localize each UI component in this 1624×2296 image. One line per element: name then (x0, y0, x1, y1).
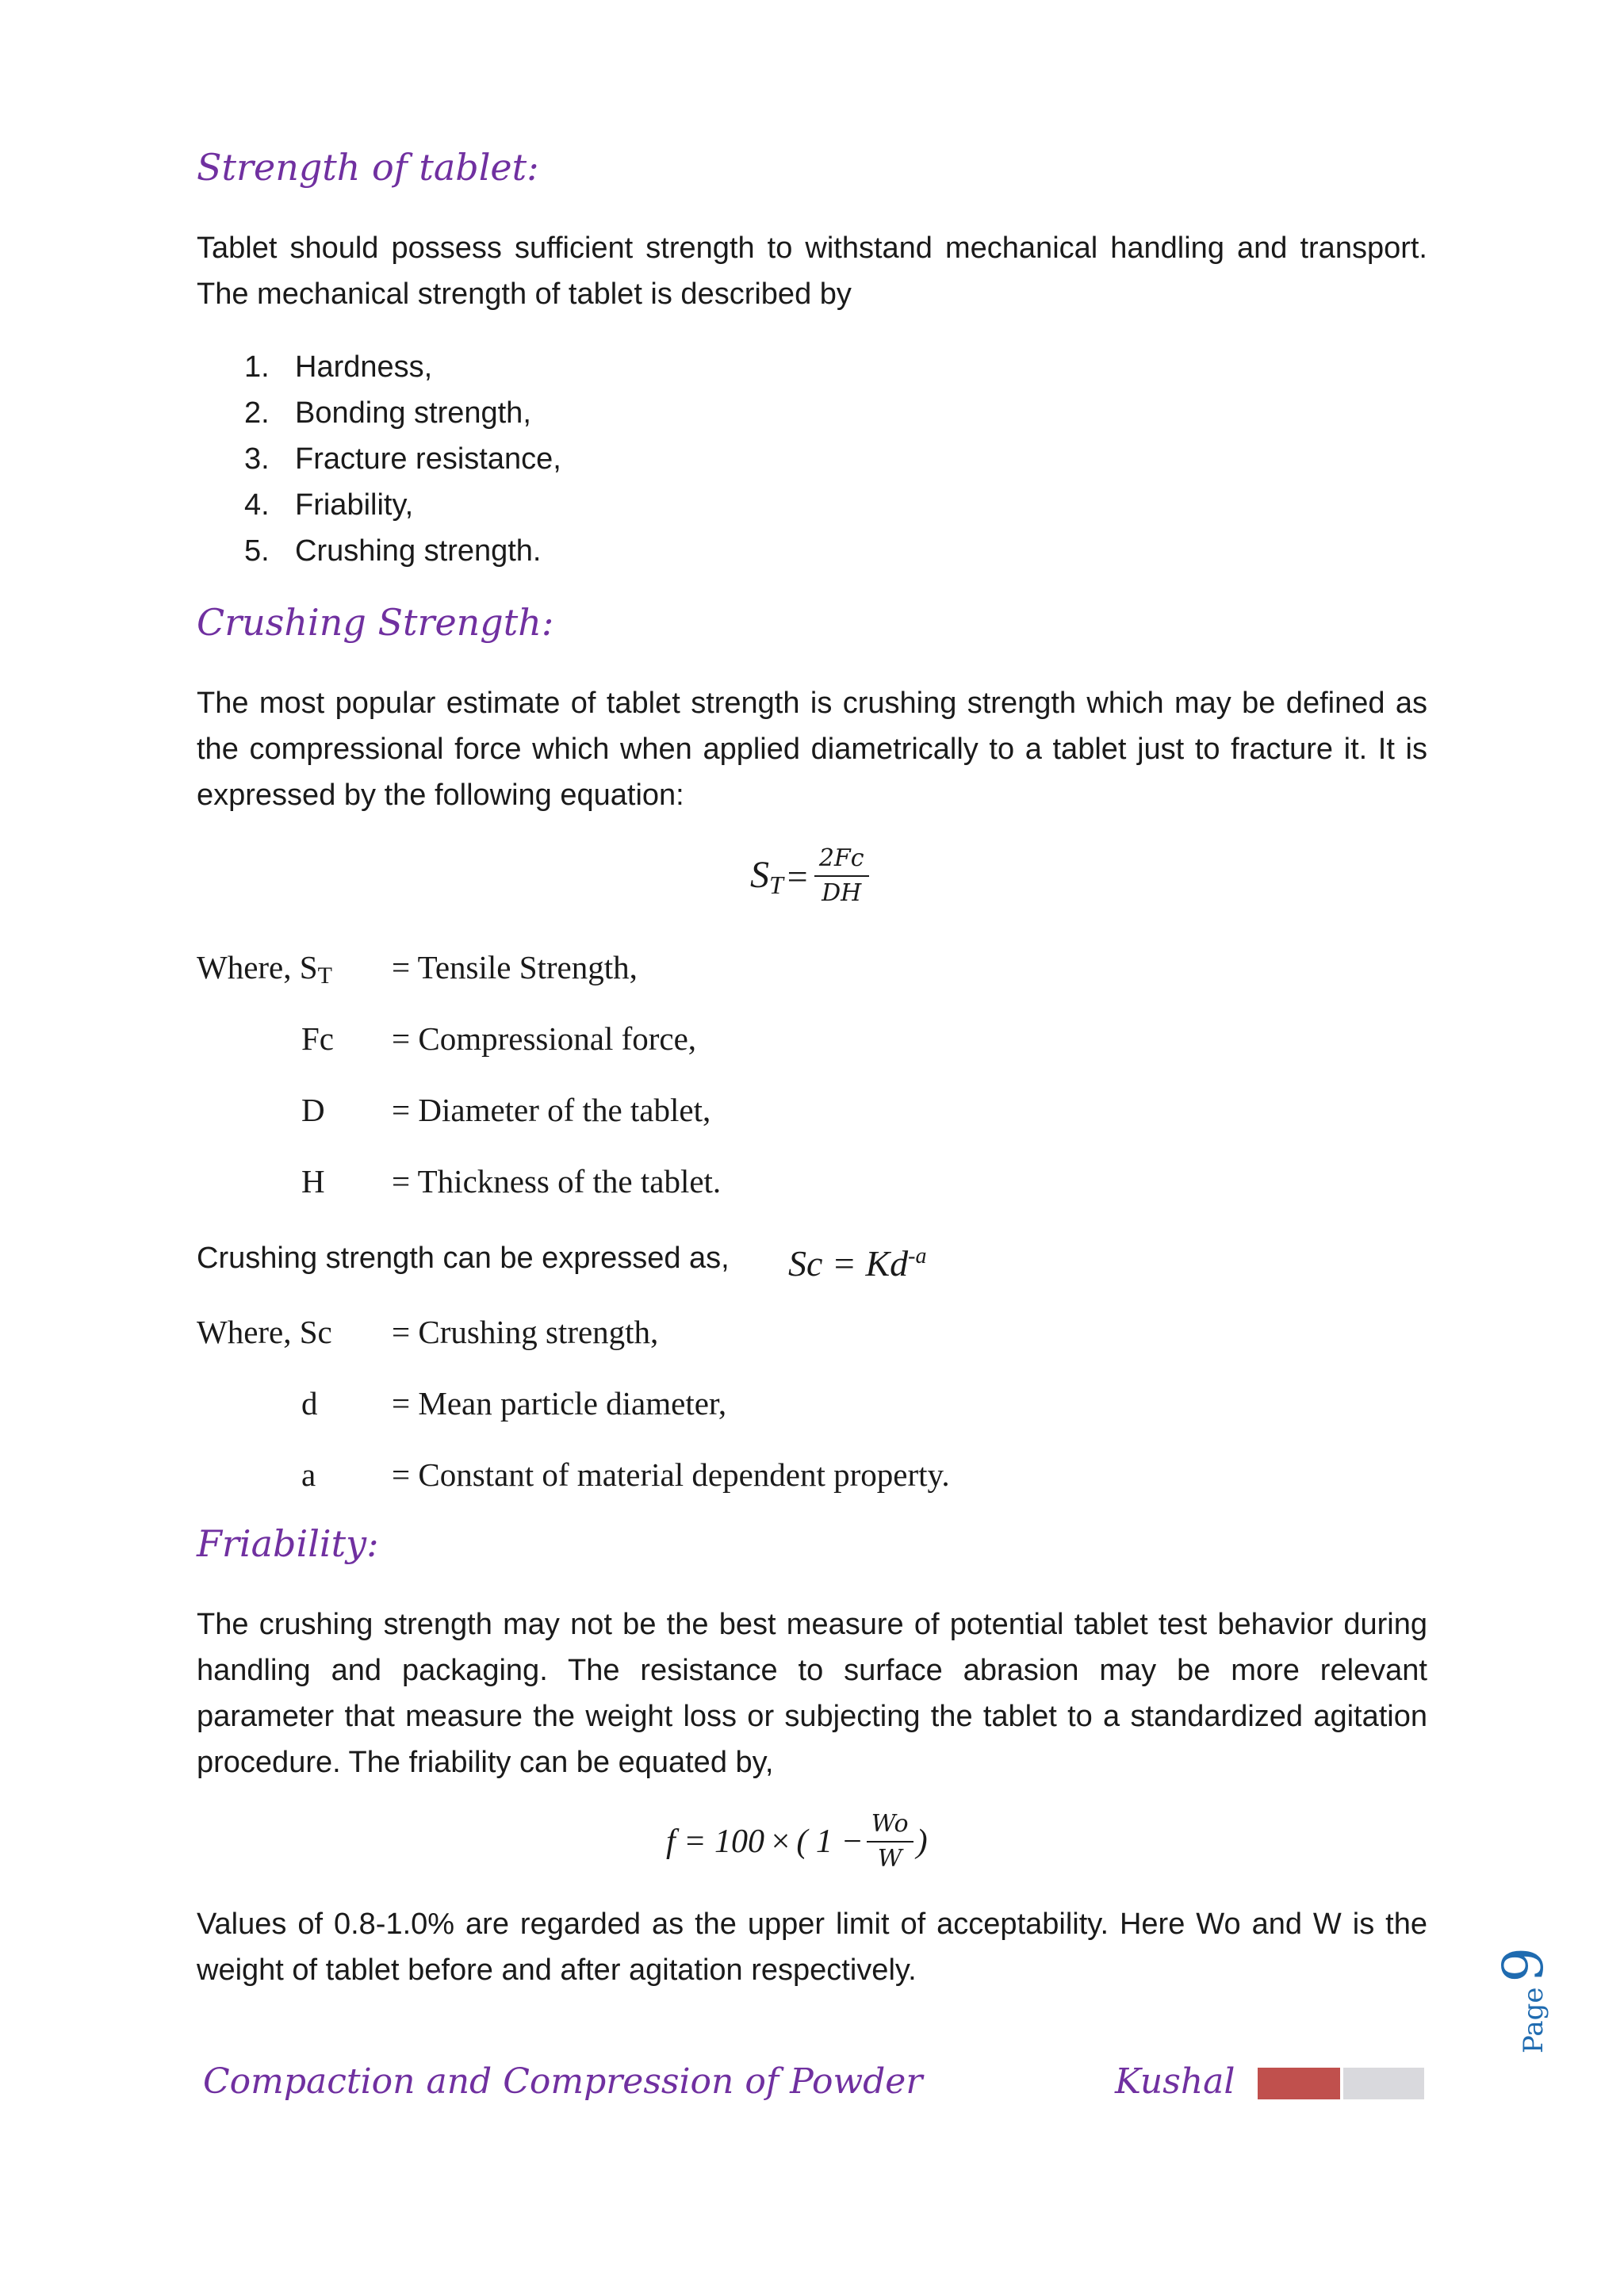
page-number-tag (1491, 1946, 1578, 2069)
list-item: 1. Hardness, (244, 350, 433, 384)
intro-paragraph: Tablet should possess sufficient strength to withstand mechanical handling and transport. The mechanical strength of tablet is described by (197, 232, 1427, 311)
list-item: 2. Bonding strength, (244, 396, 531, 430)
strength-list (244, 344, 561, 574)
footer-accent-bar-grey (1343, 2068, 1424, 2099)
document-page: Strength of tablet: Tablet should possess sufficient strength to withstand mechanical handling and transport. The mechanical strength of tablet is described by 1. Hardness, 2. Bonding strength, 3. Fracture resistance, 4. Friability, 5. Crushing strength. Crushing Strength: The most popular estimate of tablet strength is crushing strength which may be defined as the compressional force which when applied diametrically to a tablet just to fracture it. It is expressed by the following equation: $S_T$ = $\frac{2Fc}{DH}$ Where, $S_T$ = Tensile Strength, Fc = Compressional force, D = Diameter of the tablet, H = Thickness of the tablet. Crushing strength can be expressed as, $Sc = Kd^{-a}$ Where, Sc = Crushing strength, d = Mean particle diameter, a = Constant of material dependent property. Friability: The crushing strength may not be the best measure of potential tablet test behavior during handling and packaging. The resistance to surface abrasion may be more relevant parameter that measure the weight loss or subjecting the tablet to a standardized agitation procedure. The friability can be equated by, f = 100 × ( 1 − $\frac{Wo}{W}$ ) Values of 0.8-1.0% are regarded as the upper limit of acceptability. Here Wo and W is the weight of tablet before and after agitation respectively. Page 9 Compaction and Compression of Powder Kushal (0, 0, 1624, 2296)
fraction: $\frac{Wo}{W}$ (867, 1809, 914, 1874)
heading-friability: Friability: (197, 1522, 379, 1565)
page-label: Page (1518, 1987, 1549, 2053)
fraction: $\frac{2Fc}{DH}$ (814, 844, 869, 909)
friability-paragraph: The crushing strength may not be the best measure of potential tablet test behavior during handling and packaging. The resistance to surface abrasion may be more relevant parameter that measure the weight loss or subjecting the tablet to a standardized agitation procedure. The friability can be equated by, (197, 1608, 1427, 1779)
friability-equation: f = 100 × ( 1 − $\frac{Wo}{W}$ ) (666, 1810, 928, 1873)
heading-crushing-strength: Crushing Strength: (197, 601, 554, 644)
list-item: 5. Crushing strength. (244, 534, 542, 568)
page-number: 9 (1491, 1946, 1556, 1983)
list-item: 4. Friability, (244, 488, 414, 522)
list-item: 3. Fracture resistance, (244, 442, 561, 476)
footer-title: Compaction and Compression of Powder (203, 2061, 923, 2102)
closing-paragraph: Values of 0.8-1.0% are regarded as the upper limit of acceptability. Here Wo and W is the weight of tablet before and after agitation respectively. (197, 1908, 1427, 1987)
tensile-strength-equation: $S_T$ = $\frac{2Fc}{DH}$ (750, 840, 872, 912)
crushing-strength-equation: $Sc = Kd^{-a}$ (788, 1243, 927, 1284)
footer-accent-bar-red (1258, 2068, 1340, 2099)
heading-strength-of-tablet: Strength of tablet: (197, 146, 539, 189)
crushing-paragraph: The most popular estimate of tablet strength is crushing strength which may be defined as the compressional force which when applied diametrically to a tablet just to fracture it. It is expressed by the following equation: (197, 687, 1427, 812)
footer-author: Kushal (1115, 2061, 1235, 2102)
crushing-expression-line: Crushing strength can be expressed as, $Sc = Kd^{-a}$ (197, 1235, 1386, 1281)
